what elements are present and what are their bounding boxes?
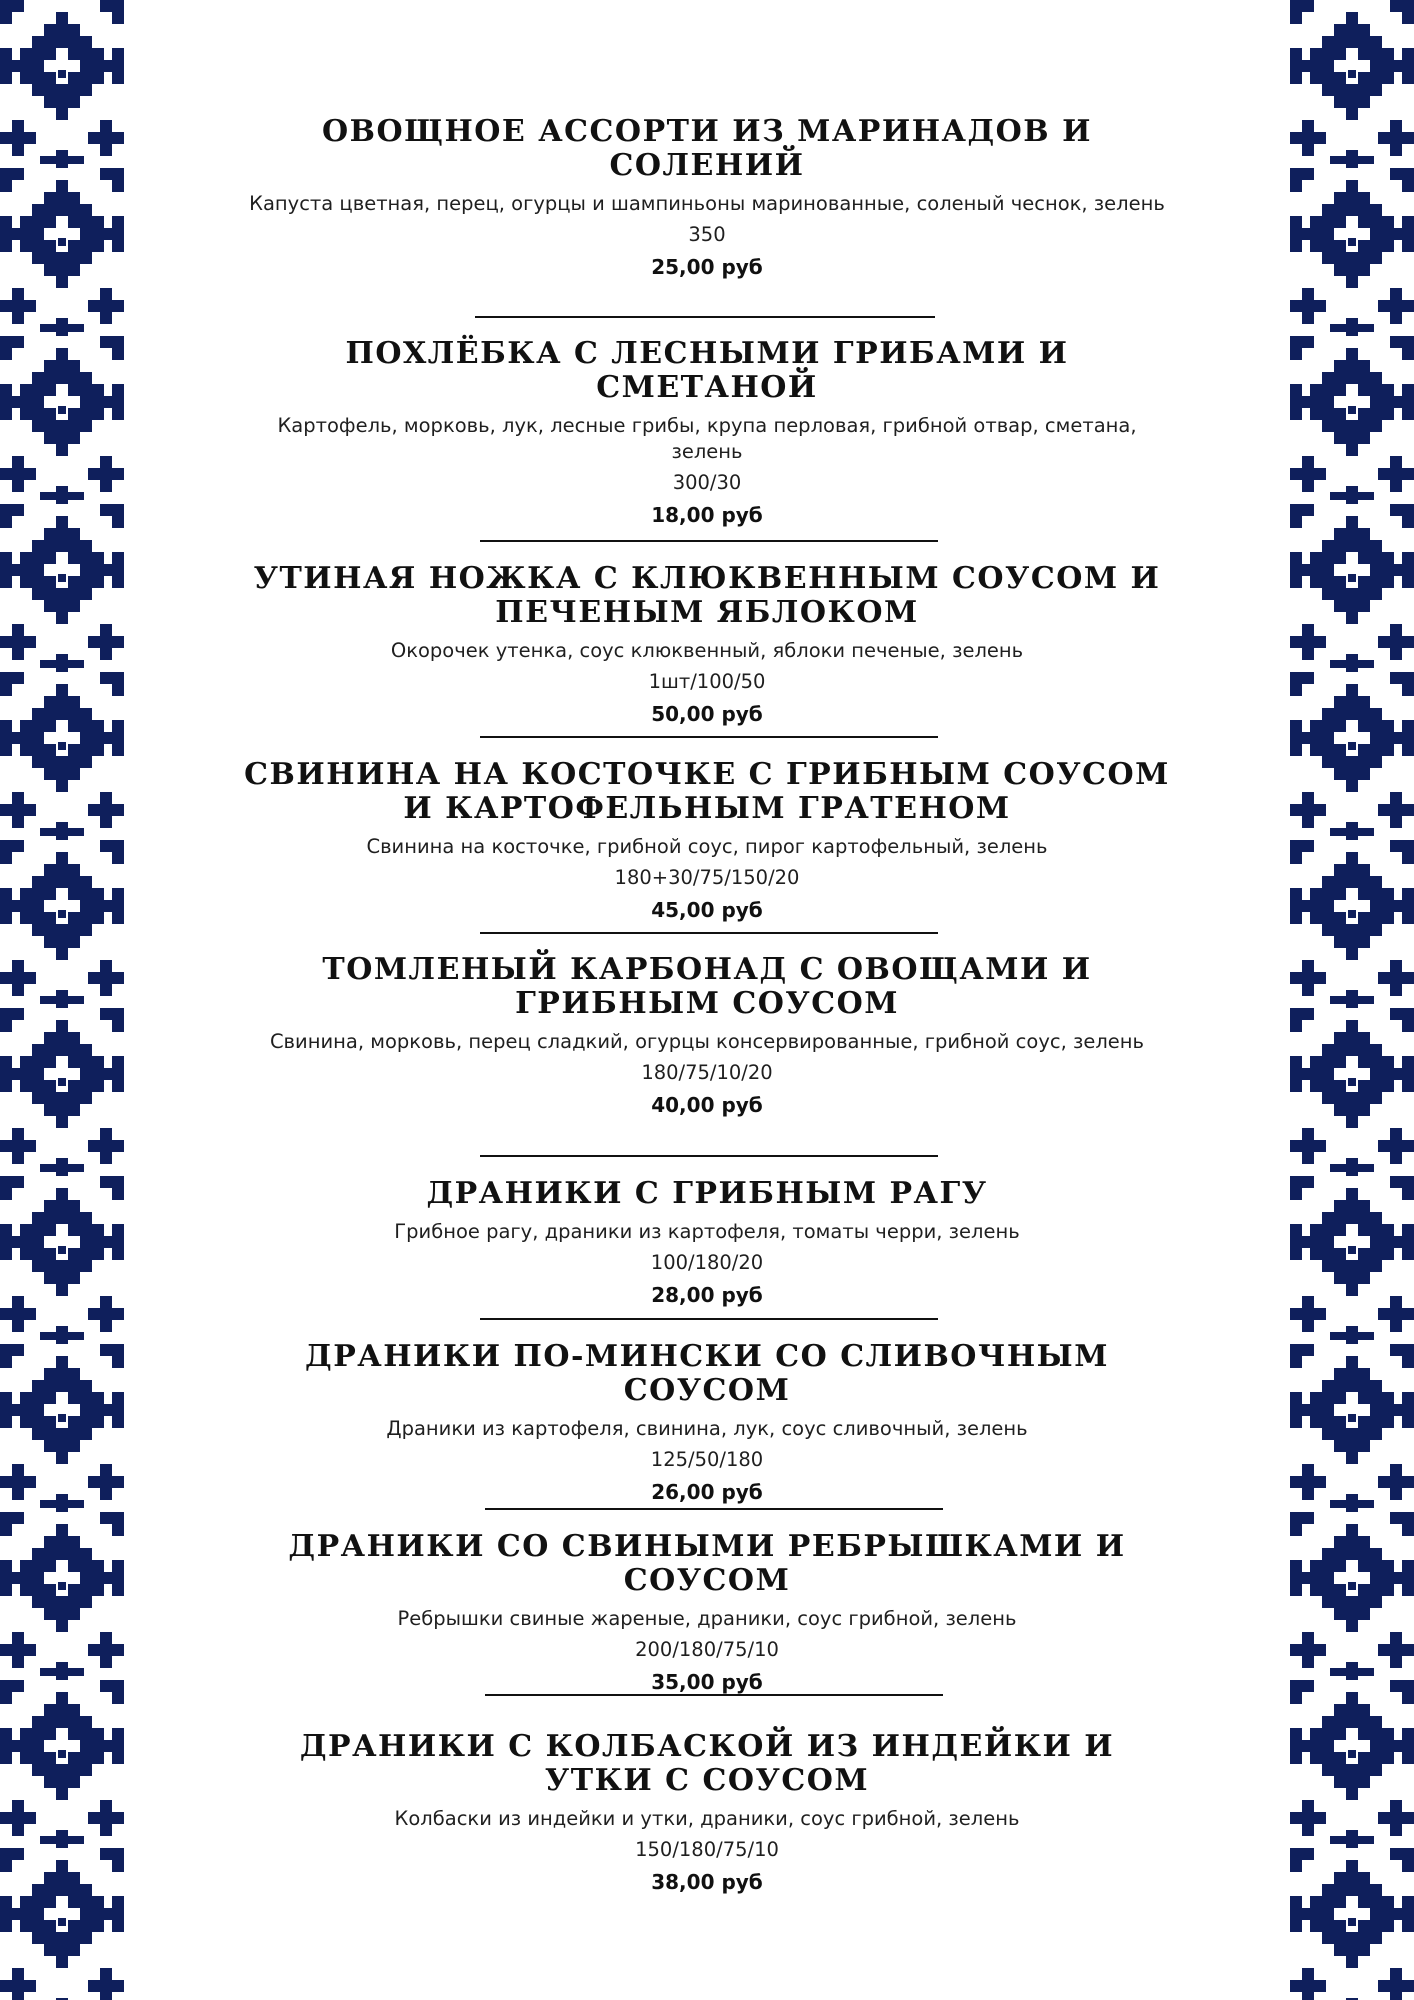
dish-weight: 180+30/75/150/20 bbox=[614, 866, 800, 889]
dish-title: ТОМЛЕНЫЙ КАРБОНАД С ОВОЩАМИ И ГРИБНЫМ СОУСОМ bbox=[322, 952, 1092, 1021]
dish-weight: 1шт/100/50 bbox=[648, 670, 766, 693]
menu-item bbox=[240, 1530, 1174, 1695]
dish-price: 40,00 руб bbox=[651, 1093, 763, 1117]
dish-price: 26,00 руб bbox=[651, 1480, 763, 1504]
dish-title: СВИНИНА НА КОСТОЧКЕ С ГРИБНЫМ СОУСОМ И КАРТОФЕЛЬНЫМ ГРАТЕНОМ bbox=[244, 757, 1170, 826]
dish-price: 35,00 руб bbox=[651, 1670, 763, 1694]
menu-item bbox=[240, 337, 1174, 528]
divider bbox=[480, 1155, 938, 1157]
dish-title: ОВОЩНОЕ АССОРТИ ИЗ МАРИНАДОВ И СОЛЕНИЙ bbox=[322, 114, 1092, 183]
dish-weight: 200/180/75/10 bbox=[635, 1638, 779, 1661]
dish-title: УТИНАЯ НОЖКА С КЛЮКВЕННЫМ СОУСОМ И ПЕЧЕНЫМ ЯБЛОКОМ bbox=[253, 561, 1161, 630]
dish-title: ДРАНИКИ С КОЛБАСКОЙ ИЗ ИНДЕЙКИ И УТКИ С СОУСОМ bbox=[299, 1729, 1115, 1798]
dish-description: Свинина на косточке, грибной соус, пирог картофельный, зелень bbox=[366, 835, 1048, 858]
folk-ornament-pattern-icon bbox=[0, 0, 124, 2000]
dish-description: Ребрышки свиные жареные, драники, соус грибной, зелень bbox=[397, 1607, 1017, 1630]
dish-weight: 300/30 bbox=[672, 471, 742, 494]
dish-description: Грибное рагу, драники из картофеля, томаты черри, зелень bbox=[394, 1220, 1020, 1243]
dish-description: Капуста цветная, перец, огурцы и шампиньоны маринованные, соленый чеснок, зелень bbox=[249, 192, 1165, 215]
right-ornament-border bbox=[1290, 0, 1414, 2000]
dish-weight: 180/75/10/20 bbox=[641, 1061, 773, 1084]
divider bbox=[480, 736, 938, 738]
dish-price: 38,00 руб bbox=[651, 1870, 763, 1894]
divider bbox=[475, 316, 935, 318]
dish-description: Свинина, морковь, перец сладкий, огурцы консервированные, грибной соус, зелень bbox=[269, 1030, 1145, 1053]
menu-item bbox=[240, 115, 1174, 280]
menu-item bbox=[240, 1340, 1174, 1505]
menu-item bbox=[240, 953, 1174, 1118]
divider bbox=[480, 932, 938, 934]
dish-weight: 150/180/75/10 bbox=[635, 1838, 779, 1861]
dish-weight: 100/180/20 bbox=[650, 1251, 764, 1274]
menu-item bbox=[240, 1177, 1174, 1308]
dish-price: 25,00 руб bbox=[651, 255, 763, 279]
dish-title: ДРАНИКИ ПО-МИНСКИ СО СЛИВОЧНЫМ СОУСОМ bbox=[305, 1339, 1109, 1408]
dish-weight: 125/50/180 bbox=[650, 1448, 764, 1471]
menu-list bbox=[240, 0, 1174, 2000]
divider bbox=[480, 540, 938, 542]
divider bbox=[480, 1318, 938, 1320]
dish-description: Колбаски из индейки и утки, драники, соус грибной, зелень bbox=[394, 1807, 1020, 1830]
menu-item bbox=[240, 758, 1174, 923]
divider bbox=[485, 1694, 943, 1696]
menu-item bbox=[240, 562, 1174, 727]
dish-description: Окорочек утенка, соус клюквенный, яблоки печеные, зелень bbox=[390, 639, 1024, 662]
dish-price: 50,00 руб bbox=[651, 702, 763, 726]
dish-weight: 350 bbox=[688, 223, 726, 246]
left-ornament-border bbox=[0, 0, 124, 2000]
dish-price: 28,00 руб bbox=[651, 1283, 763, 1307]
dish-title: ДРАНИКИ С ГРИБНЫМ РАГУ bbox=[426, 1176, 988, 1211]
folk-ornament-pattern-icon bbox=[1290, 0, 1414, 2000]
divider bbox=[485, 1508, 943, 1510]
dish-price: 18,00 руб bbox=[651, 503, 763, 527]
dish-title: ДРАНИКИ СО СВИНЫМИ РЕБРЫШКАМИ И СОУСОМ bbox=[288, 1529, 1126, 1598]
dish-title: ПОХЛЁБКА С ЛЕСНЫМИ ГРИБАМИ И СМЕТАНОЙ bbox=[345, 336, 1069, 405]
dish-description: Картофель, морковь, лук, лесные грибы, крупа перловая, грибной отвар, сметана, зелень bbox=[277, 414, 1137, 463]
dish-price: 45,00 руб bbox=[651, 898, 763, 922]
menu-item bbox=[240, 1730, 1174, 1895]
dish-description: Драники из картофеля, свинина, лук, соус сливочный, зелень bbox=[386, 1417, 1028, 1440]
